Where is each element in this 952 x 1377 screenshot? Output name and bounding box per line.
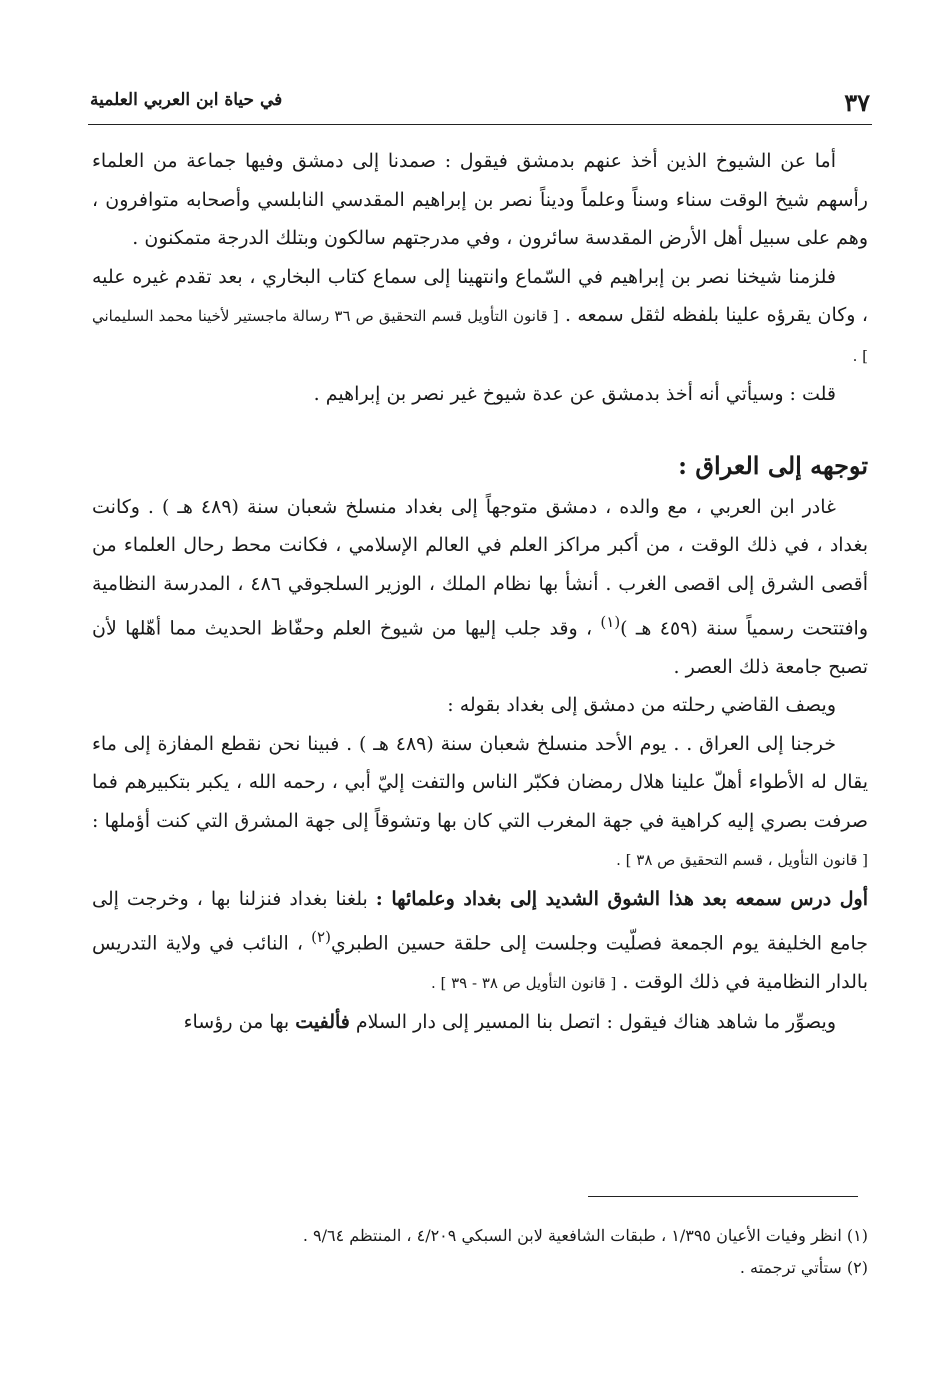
paragraph-text: فلزمنا شيخنا نصر بن إبراهيم في السّماع وانتهينا إلى سماع كتاب البخاري ، بعد تقدم غيره عليه ، وكان يقرؤه علينا بلفظه لثقل سمعه . <box>92 265 868 326</box>
running-title: في حياة ابن العربي العلمية <box>90 90 283 110</box>
footnote-2: (٢) ستأتي ترجمته . <box>739 1258 868 1277</box>
header-divider <box>88 124 872 125</box>
paragraph-note: قلت : وسيأتي أنه أخذ بدمشق عن عدة شيوخ غير نصر بن إبراهيم . <box>313 383 836 405</box>
paragraph-journey-quote <box>92 725 868 880</box>
footnote-1: (١) انظر وفيات الأعيان ١/٣٩٥ ، طبقات الشافعية لابن السبكي ٤/٢٠٩ ، المنتظم ٩/٦٤ . <box>302 1226 868 1245</box>
page-body <box>92 142 868 1041</box>
paragraph-departure-baghdad <box>92 488 868 687</box>
paragraph-text: ويصوِّر ما شاهد هناك فيقول : اتصل بنا المسير إلى دار السلام <box>355 1010 836 1033</box>
page-header <box>90 84 870 124</box>
paragraph-text: ، النائب في ولاية التدريس بالدار النظامية في ذلك الوقت . <box>92 932 868 994</box>
paragraph-journey-intro: ويصف القاضي رحلته من دمشق إلى بغداد بقوله : <box>447 694 836 717</box>
paragraph-text: بلغنا بغداد فنزلنا بها ، وخرجت إلى جامع الخليفة يوم الجمعة فصلّيت وجلست إلى حلقة حسين الطبري <box>92 887 868 955</box>
paragraph-observation <box>92 1003 868 1042</box>
paragraph-text: بها من رؤساء <box>183 1010 290 1033</box>
citation-reference: [ قانون التأويل ، قسم التحقيق ص ٣٨ ] . <box>616 851 868 870</box>
paragraph-first-lesson <box>92 880 868 1003</box>
paragraph-bukhari-study <box>92 258 868 376</box>
bold-word: فألفيت <box>295 1010 350 1033</box>
lead-phrase: أول درس سمعه بعد هذا الشوق الشديد إلى بغداد وعلمائها : <box>375 887 868 910</box>
footnote-marker: (١) <box>600 613 621 631</box>
page-number: ٣٧ <box>844 88 870 117</box>
citation-reference: [ قانون التأويل ص ٣٨ - ٣٩ ] . <box>430 974 617 993</box>
footnote-marker: (٢) <box>311 928 331 947</box>
paragraph-text: خرجنا إلى العراق . . يوم الأحد منسلخ شعبان سنة (٤٨٩ هـ ) . فبينا نحن نقطع المفازة إلى ماء يقال له الأطواء أهلّ علينا هلال رمضان فكبّر الناس والتفت إليّ أبي ، رحمه الله ، يكبر بتكبيرهم فما صرفت بصري إليه كراهية في جهة المغرب التي كان بها وتشوقاً إلى جهة المشرق التي كنت أؤملها : <box>92 732 868 832</box>
paragraph-text: ، وقد جلب إليها من شيوخ العلم وحفّاظ الحديث مما أهّلها لأن تصبح جامعة ذلك العصر . <box>92 617 868 678</box>
paragraph-text: غادر ابن العربي ، مع والده ، دمشق متوجهاً إلى بغداد منسلخ شعبان سنة (٤٨٩ هـ ) . وكانت بغداد ، في ذلك الوقت ، من أكبر مراكز العلم في العالم الإسلامي ، فكانت محط رحال العلماء من أقصى الشرق إلى اقصى الغرب . أنشأ بها نظام الملك ، الوزير السلجوقي ٤٨٦ ، المدرسة النظامية وافتتحت رسمياً سنة (٤٥٩ هـ ) <box>92 495 869 640</box>
footnote-divider <box>588 1196 858 1197</box>
section-heading: توجهه إلى العراق : <box>678 450 868 480</box>
paragraph-teachers-damascus: أما عن الشيوخ الذين أخذ عنهم بدمشق فيقول : صمدنا إلى دمشق وفيها جماعة من العلماء رأسهم شيخ الوقت سناء وسناً وعلماً وديناً نصر بن إبراهيم المقدسي النابلسي وأصحابه متوافرون ، وهم على سبيل أهل الأرض المقدسة سائرون ، وفي مدرجتهم سالكون وبتلك الدرجة متمكنون . <box>92 150 868 249</box>
citation-reference: [ قانون التأويل قسم التحقيق ص ٣٦ رسالة ماجستير لأخينا محمد السليماني ] . <box>92 307 868 365</box>
footnotes <box>92 1220 868 1284</box>
